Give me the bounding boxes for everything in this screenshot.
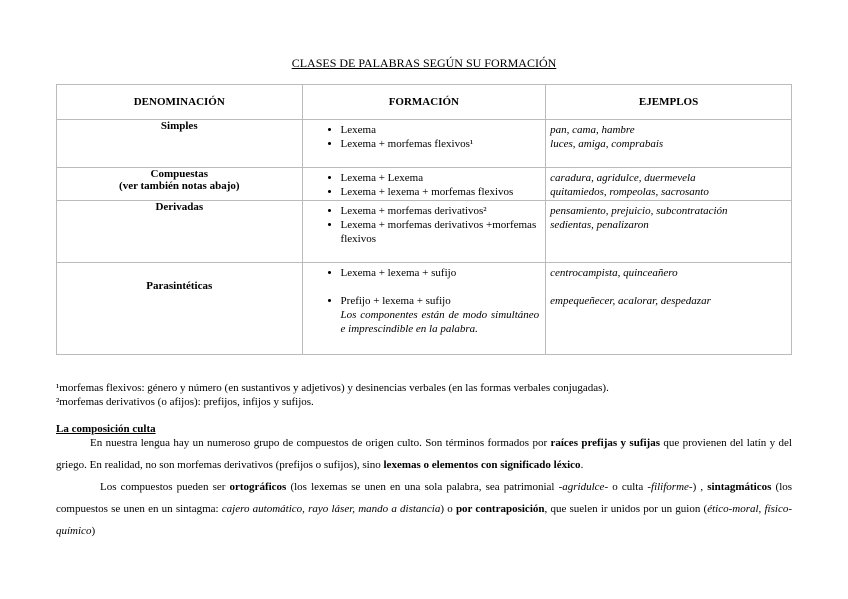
bold-term: lexemas o elementos con significado léxico <box>383 459 581 471</box>
text-run: ) o <box>440 503 456 515</box>
text-run: . <box>580 459 584 471</box>
table-row <box>57 120 792 168</box>
table-row <box>57 168 792 201</box>
example-line: pan, cama, hambre <box>550 124 635 136</box>
row-name-cell <box>57 120 303 168</box>
formation-note: Los componentes están de modo simultáneo e imprescindible en la palabra. <box>340 309 540 335</box>
word-formation-table <box>56 84 792 355</box>
formation-cell <box>302 201 546 263</box>
bold-term: ortográficos <box>229 481 287 493</box>
examples-cell <box>546 263 792 355</box>
formation-item: • Lexema + Lexema <box>341 171 540 185</box>
bold-term: por contraposición <box>455 503 545 515</box>
bold-term: raíces prefijas y sufijas <box>550 437 660 449</box>
formation-item: • Lexema + morfemas derivativos +morfemas flexivos <box>341 218 540 246</box>
paragraph-1 <box>56 432 792 476</box>
example-line: sedientas, penalizaron <box>550 219 649 231</box>
formation-item: • Lexema + lexema + sufijo <box>341 266 540 280</box>
formation-item: • Lexema + lexema + morfemas flexivos <box>341 185 540 199</box>
text-run: , que suelen ir unidos por un guion ( <box>544 503 708 515</box>
text-run: - o culta - <box>604 481 652 493</box>
formation-cell <box>302 120 546 168</box>
text-run: que provienen del latín y del griego. En realidad, no son morfemas derivativos (prefijos o sufijos), sino <box>56 437 792 471</box>
formation-cell <box>302 168 546 201</box>
row-name: Compuestas <box>150 168 208 180</box>
page-title: CLASES DE PALABRAS SEGÚN SU FORMACIÓN <box>291 56 557 70</box>
formation-item: • Lexema <box>341 123 540 137</box>
footnote-derivativos: ²morfemas derivativos (o afijos): prefijos, infijos y sufijos. <box>56 396 314 408</box>
examples-cell <box>546 120 792 168</box>
text-run: ) <box>91 525 96 537</box>
row-name: Simples <box>160 120 198 132</box>
table-header-row <box>57 85 792 120</box>
row-name-cell <box>57 201 303 263</box>
table-row <box>57 201 792 263</box>
formation-item: • Lexema + morfemas derivativos² <box>341 204 540 218</box>
examples-cell <box>546 201 792 263</box>
footnote-flexivos: ¹morfemas flexivos: género y número (en sustantivos y adjetivos) y desinencias verbales (en las formas verbales conjugadas). <box>56 382 609 394</box>
text-run: En nuestra lengua hay un numeroso grupo de compuestos de origen culto. Son términos formados por <box>90 437 551 449</box>
example-line: luces, amiga, comprabais <box>550 138 664 150</box>
footnotes <box>56 381 609 409</box>
text-run: -) , <box>688 481 708 493</box>
header-denominacion: DENOMINACIÓN <box>57 85 303 120</box>
paragraph-2 <box>56 476 792 542</box>
formation-cell <box>302 263 546 355</box>
italic-example: cajero automático, rayo láser, mando a distancia <box>221 503 441 515</box>
text-run: (los compuestos se unen en un sintagma: <box>56 481 793 515</box>
row-name-cell <box>57 168 303 201</box>
bold-term: sintagmáticos <box>707 481 772 493</box>
row-name-cell <box>57 263 303 355</box>
example-line: caradura, agridulce, duermevela <box>550 172 696 184</box>
example-line: empequeñecer, acalorar, despedazar <box>550 295 711 307</box>
formation-item: • Lexema + morfemas flexivos¹ <box>341 137 540 151</box>
italic-example: filiforme <box>651 481 689 493</box>
examples-cell <box>546 168 792 201</box>
italic-example: ético-moral, físico-químico <box>56 503 792 537</box>
table-row <box>57 263 792 355</box>
example-line: quitamiedos, rompeolas, sacrosanto <box>550 186 709 198</box>
example-line: pensamiento, prejuicio, subcontratación <box>550 205 728 217</box>
text-run: (los lexemas se unen en una sola palabra, sea patrimonial - <box>286 481 563 493</box>
italic-example: agridulce <box>562 481 605 493</box>
row-name: Parasintéticas <box>146 280 213 292</box>
section-title: La composición culta <box>56 423 156 435</box>
header-formacion: FORMACIÓN <box>302 85 546 120</box>
header-ejemplos: EJEMPLOS <box>546 85 792 120</box>
row-name: Derivadas <box>155 201 204 213</box>
row-name-note: (ver también notas abajo) <box>119 180 240 192</box>
formation-item: • Prefijo + lexema + sufijo <box>341 294 540 308</box>
example-line: centrocampista, quinceañero <box>550 267 678 279</box>
text-run: Los compuestos pueden ser <box>100 481 230 493</box>
